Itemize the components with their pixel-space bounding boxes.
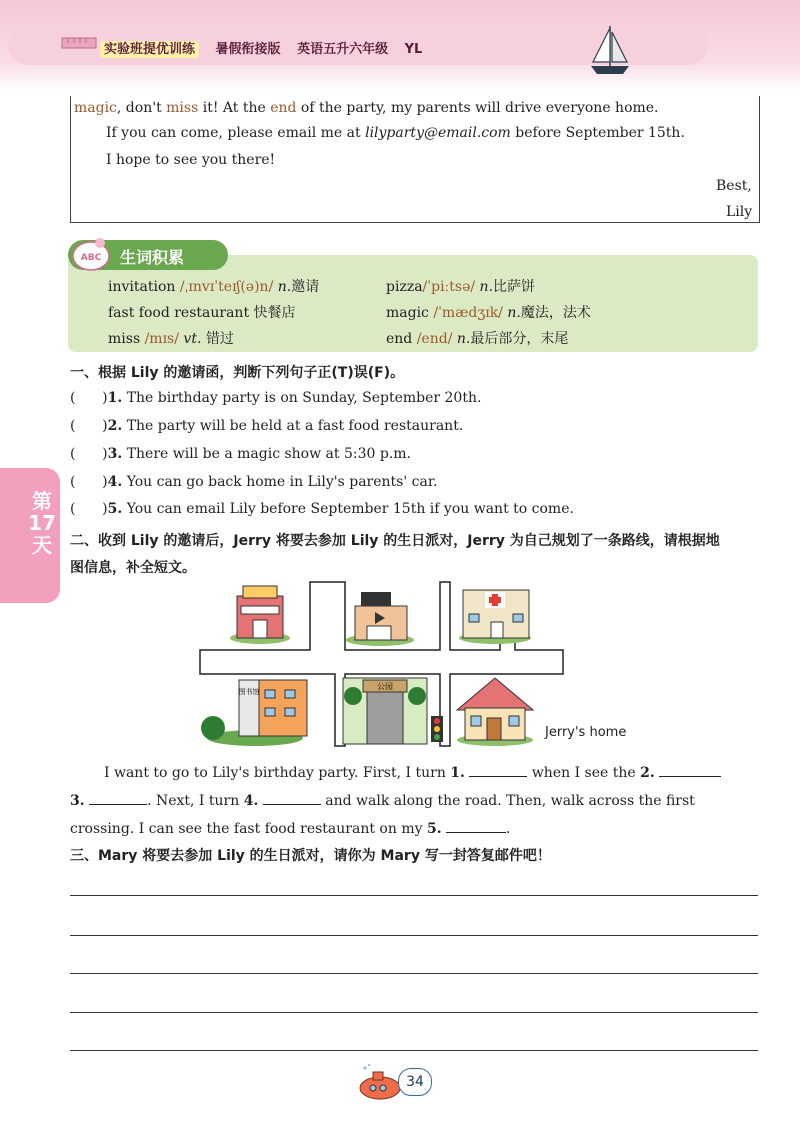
blank-5[interactable] xyxy=(446,818,506,833)
writing-line[interactable] xyxy=(70,973,758,974)
question-3: ( )3. There will be a magic show at 5:30 p.m. xyxy=(70,446,411,462)
writing-line[interactable] xyxy=(70,1050,758,1051)
writing-line[interactable] xyxy=(70,895,758,896)
piggy-bank-icon xyxy=(70,236,112,272)
grade-name: 英语五升六年级 xyxy=(297,42,389,57)
section-2-title-line-1: 二、收到 Lily 的邀请后，Jerry 将要去参加 Lily 的生日派对，Jerry 为自己规划了一条路线，请根据地 xyxy=(70,533,720,549)
fast-food-restaurant-building xyxy=(230,586,290,644)
page-number: 34 xyxy=(398,1068,432,1096)
library-sign: 图书馆 xyxy=(238,688,260,696)
header-title xyxy=(100,38,434,57)
ruler-icon xyxy=(60,30,100,56)
cinema-building xyxy=(346,592,414,646)
vocab-title: 生词积累 xyxy=(120,248,185,267)
vocab-item-invitation: invitation /ˌɪnvɪˈteɪʃ(ə)n/ n.邀请 xyxy=(108,279,320,295)
paragraph-line-1: I want to go to Lily's birthday party. First, I turn 1. when I see the 2. xyxy=(104,762,721,781)
blank-1[interactable] xyxy=(469,762,527,777)
vocab-item-end: end /end/ n.最后部分，末尾 xyxy=(386,331,569,347)
hospital-building xyxy=(459,590,531,644)
question-2: ( )2. The party will be held at a fast food restaurant. xyxy=(70,418,464,434)
vocab-item-fast-food: fast food restaurant 快餐店 xyxy=(108,305,296,321)
blank-2[interactable] xyxy=(659,762,721,777)
question-4: ( )4. You can go back home in Lily's parents' car. xyxy=(70,474,438,490)
answer-bracket[interactable]: ( ) xyxy=(70,446,108,462)
sailboat-icon xyxy=(585,22,635,80)
vocab-item-magic: magic /ˈmædʒɪk/ n.魔法，法术 xyxy=(386,305,591,321)
jerrys-home-house xyxy=(457,678,533,746)
edition-name: 暑假衔接版 xyxy=(215,42,281,57)
vocab-item-pizza: pizza/ˈpiːtsə/ n.比萨饼 xyxy=(386,279,536,295)
question-1: ( )1. The birthday party is on Sunday, September 20th. xyxy=(70,390,482,406)
answer-bracket[interactable]: ( ) xyxy=(70,390,108,406)
library-building xyxy=(201,680,307,746)
writing-line[interactable] xyxy=(70,935,758,936)
park-sign: 公园 xyxy=(377,682,393,691)
writing-line[interactable] xyxy=(70,1012,758,1013)
traffic-light xyxy=(431,716,443,742)
word-magic: magic xyxy=(74,100,117,116)
section-2-title-line-2: 图信息，补全短文。 xyxy=(70,560,196,576)
section-3-title: 三、Mary 将要去参加 Lily 的生日派对，请你为 Mary 写一封答复邮件吧！ xyxy=(70,848,551,864)
letter-line-3: I hope to see you there! xyxy=(106,152,276,168)
email-address: lilyparty@email.com xyxy=(365,125,511,141)
letter-closing: Best, xyxy=(716,178,752,194)
piggy-label: ABC xyxy=(80,253,102,263)
park-gate xyxy=(343,678,427,744)
section-1-title: 一、根据 Lily 的邀请函，判断下列句子正(T)误(F)。 xyxy=(70,365,405,381)
publisher-code: YL xyxy=(404,42,423,57)
blank-4[interactable] xyxy=(263,790,321,805)
word-miss: miss xyxy=(166,100,199,116)
paragraph-line-3: crossing. I can see the fast food restaurant on my 5. . xyxy=(70,818,511,837)
blank-3[interactable] xyxy=(89,790,147,805)
vocab-item-miss: miss /mɪs/ vt. 错过 xyxy=(108,331,234,347)
answer-bracket[interactable]: ( ) xyxy=(70,501,108,517)
letter-line-1: magic, don't miss it! At the end of the party, my parents will drive everyone home. xyxy=(74,100,659,116)
letter-line-2: If you can come, please email me at lilyparty@email.com before September 15th. xyxy=(106,125,685,141)
answer-bracket[interactable]: ( ) xyxy=(70,418,108,434)
question-5: ( )5. You can email Lily before September 15th if you want to come. xyxy=(70,501,574,517)
paragraph-line-2: 3. . Next, I turn 4. and walk along the road. Then, walk across the first xyxy=(70,790,695,809)
word-end: end xyxy=(270,100,297,116)
series-name: 实验班提优训练 xyxy=(100,41,199,58)
jerrys-home-label: Jerry's home xyxy=(545,725,627,740)
answer-bracket[interactable]: ( ) xyxy=(70,474,108,490)
letter-signature: Lily xyxy=(726,204,753,220)
day-label: 第 17 天 xyxy=(28,489,56,557)
